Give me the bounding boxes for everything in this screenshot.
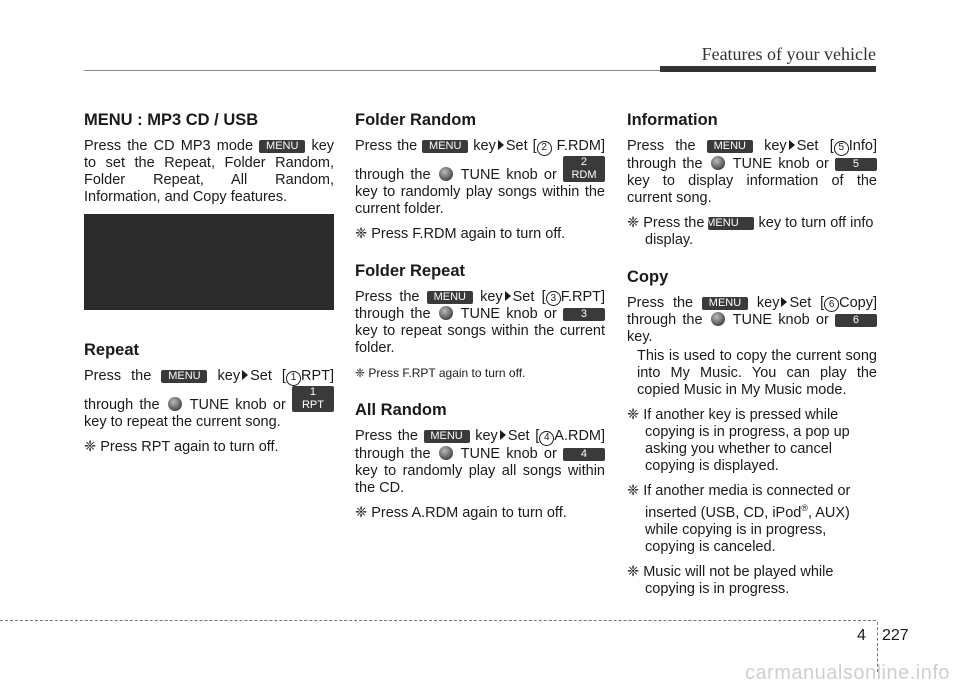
registered-mark: ®	[801, 503, 808, 513]
information-paragraph	[627, 138, 877, 207]
section-title-all-random: All Random	[355, 401, 447, 419]
all-random-note	[355, 505, 605, 522]
text: Set [	[512, 288, 546, 305]
section-title-folder-repeat: Folder Repeat	[355, 261, 466, 280]
text: key	[217, 368, 241, 384]
menu-key-icon: MENU	[424, 430, 470, 443]
menu-key-icon: MENU	[702, 297, 748, 310]
text: RPT]	[300, 368, 334, 384]
tune-knob-icon	[711, 312, 725, 326]
text: Press the	[355, 138, 418, 154]
menu-key-icon: MENU	[161, 370, 207, 383]
copy-note-1	[627, 407, 877, 475]
footer-rule	[0, 620, 876, 621]
arrow-right-icon	[498, 140, 504, 150]
section-title-information: Information	[627, 111, 718, 129]
rdm-key-icon: 2 RDM	[563, 156, 605, 182]
copy-note-2	[627, 483, 877, 556]
text: through the	[355, 445, 431, 462]
text: key to set the Repeat, Folder Random, Folder Repeat, All Random, Information, and Copy features.	[84, 138, 335, 205]
circled-number-icon: 2	[537, 141, 552, 156]
text: TUNE knob or	[460, 306, 557, 322]
page-number: 227	[882, 627, 909, 644]
text: Set [	[507, 428, 540, 444]
note-icon: ❈	[84, 438, 97, 455]
text: key	[480, 288, 503, 305]
text: Set [	[789, 294, 825, 311]
text: Press the	[627, 138, 696, 154]
information-note	[627, 215, 877, 249]
text: key	[764, 138, 787, 154]
note-icon: ❈	[627, 407, 640, 423]
text: key to repeat songs within the current folder.	[355, 323, 605, 356]
watermark: carmanualsonline.info	[744, 662, 950, 684]
circled-number-icon: 5	[834, 141, 849, 156]
text: A.RDM]	[554, 428, 606, 444]
text: F.RPT]	[560, 288, 606, 305]
folder-repeat-note	[355, 365, 605, 382]
text: Press RPT again to turn off.	[100, 438, 279, 455]
note-icon: ❈	[355, 504, 368, 521]
tune-knob-icon	[439, 446, 453, 460]
text: Set [	[505, 138, 537, 154]
text: Set [	[796, 138, 834, 154]
repeat-note	[84, 439, 334, 456]
text: Press the	[84, 368, 152, 384]
column-2	[355, 110, 605, 530]
folder-repeat-paragraph	[355, 289, 605, 358]
arrow-right-icon	[789, 140, 795, 150]
column-1	[84, 110, 334, 464]
column-3	[627, 110, 877, 606]
section-title-menu: MENU : MP3 CD / USB	[84, 111, 259, 129]
text: F.RDM] through the	[355, 138, 606, 183]
text: through the	[627, 312, 703, 328]
menu-key-icon: MENU	[427, 291, 473, 304]
number-3-key-icon: 3	[563, 308, 605, 321]
text: TUNE knob or	[460, 445, 557, 462]
text: Copy]	[839, 294, 878, 311]
tune-knob-icon	[168, 397, 182, 411]
text: key	[475, 428, 498, 444]
tune-knob-icon	[439, 167, 453, 181]
text: through the	[84, 396, 160, 413]
folder-random-note	[355, 226, 605, 243]
copy-paragraph	[627, 295, 877, 347]
text: key.	[627, 329, 653, 345]
text: key to randomly play songs within the current folder.	[355, 183, 605, 217]
menu-key-icon: MENU	[707, 140, 753, 153]
arrow-right-icon	[500, 430, 506, 440]
text: If another media is connected or inserted (USB, CD, iPod	[643, 483, 851, 521]
text: If another key is pressed while copying is in progress, a pop up asking you whether to cancel copying is displayed.	[643, 407, 850, 474]
text: Press the	[643, 214, 705, 231]
repeat-paragraph	[84, 368, 334, 431]
text: key	[473, 138, 496, 154]
folder-random-paragraph	[355, 138, 605, 218]
text: Press the	[627, 294, 694, 311]
number-5-key-icon: 5	[835, 158, 877, 171]
circled-number-icon: 3	[546, 291, 561, 306]
text: Press F.RPT again to turn off.	[368, 366, 526, 380]
text: Press the	[355, 288, 420, 305]
text: TUNE knob or	[189, 396, 286, 413]
text: through the	[627, 155, 703, 172]
text: TUNE knob or	[732, 312, 829, 328]
text: Music will not be played while copying is in progress.	[643, 563, 834, 597]
menu-key-icon: MENU	[708, 217, 754, 230]
copy-note-3	[627, 564, 877, 598]
number-4-key-icon: 4	[563, 448, 605, 461]
section-title-copy: Copy	[627, 267, 669, 286]
tune-knob-icon	[711, 156, 725, 170]
text: Press F.RDM again to turn off.	[371, 225, 566, 242]
text: key to randomly play all songs within the CD.	[355, 462, 605, 496]
section-number: 4	[857, 627, 866, 644]
note-icon: ❈	[355, 366, 366, 380]
arrow-right-icon	[505, 291, 511, 301]
text: Press the	[355, 428, 418, 444]
text: Press A.RDM again to turn off.	[371, 504, 567, 521]
note-icon: ❈	[627, 483, 640, 499]
text: Set [	[250, 368, 286, 384]
text: key to repeat the current song.	[84, 413, 281, 430]
arrow-right-icon	[781, 297, 787, 307]
text: Info]	[848, 138, 877, 154]
menu-key-icon: MENU	[422, 140, 468, 153]
copy-description: This is used to copy the current song into My Music. You can play the copied Music in My Music mode.	[637, 348, 877, 398]
header-title: Features of your vehicle	[701, 44, 876, 64]
note-icon: ❈	[355, 225, 368, 242]
text: , AUX) while copying is in progress, copying is canceled.	[645, 504, 850, 555]
note-icon: ❈	[627, 214, 640, 231]
text: key to display information of the current song.	[627, 172, 877, 206]
circled-number-icon: 1	[286, 371, 301, 386]
text: TUNE knob or	[732, 155, 829, 172]
rpt-key-icon: 1 RPT	[292, 386, 334, 412]
section-title-folder-random: Folder Random	[355, 111, 477, 129]
text: TUNE knob or	[460, 166, 557, 183]
intro-paragraph	[84, 138, 334, 206]
number-6-key-icon: 6	[835, 314, 877, 327]
all-random-paragraph	[355, 428, 605, 497]
arrow-right-icon	[242, 370, 248, 380]
header-rule-accent	[660, 66, 876, 72]
text: key to turn off info display.	[645, 214, 874, 248]
section-title-repeat: Repeat	[84, 341, 140, 359]
note-icon: ❈	[627, 563, 640, 580]
tune-knob-icon	[439, 306, 453, 320]
circled-number-icon: 6	[824, 297, 839, 312]
display-image	[84, 214, 334, 310]
circled-number-icon: 4	[539, 431, 554, 446]
text: through the	[355, 306, 431, 322]
menu-key-icon: MENU	[259, 140, 305, 153]
text: Press the CD MP3 mode	[84, 138, 254, 154]
text: key	[756, 294, 780, 311]
